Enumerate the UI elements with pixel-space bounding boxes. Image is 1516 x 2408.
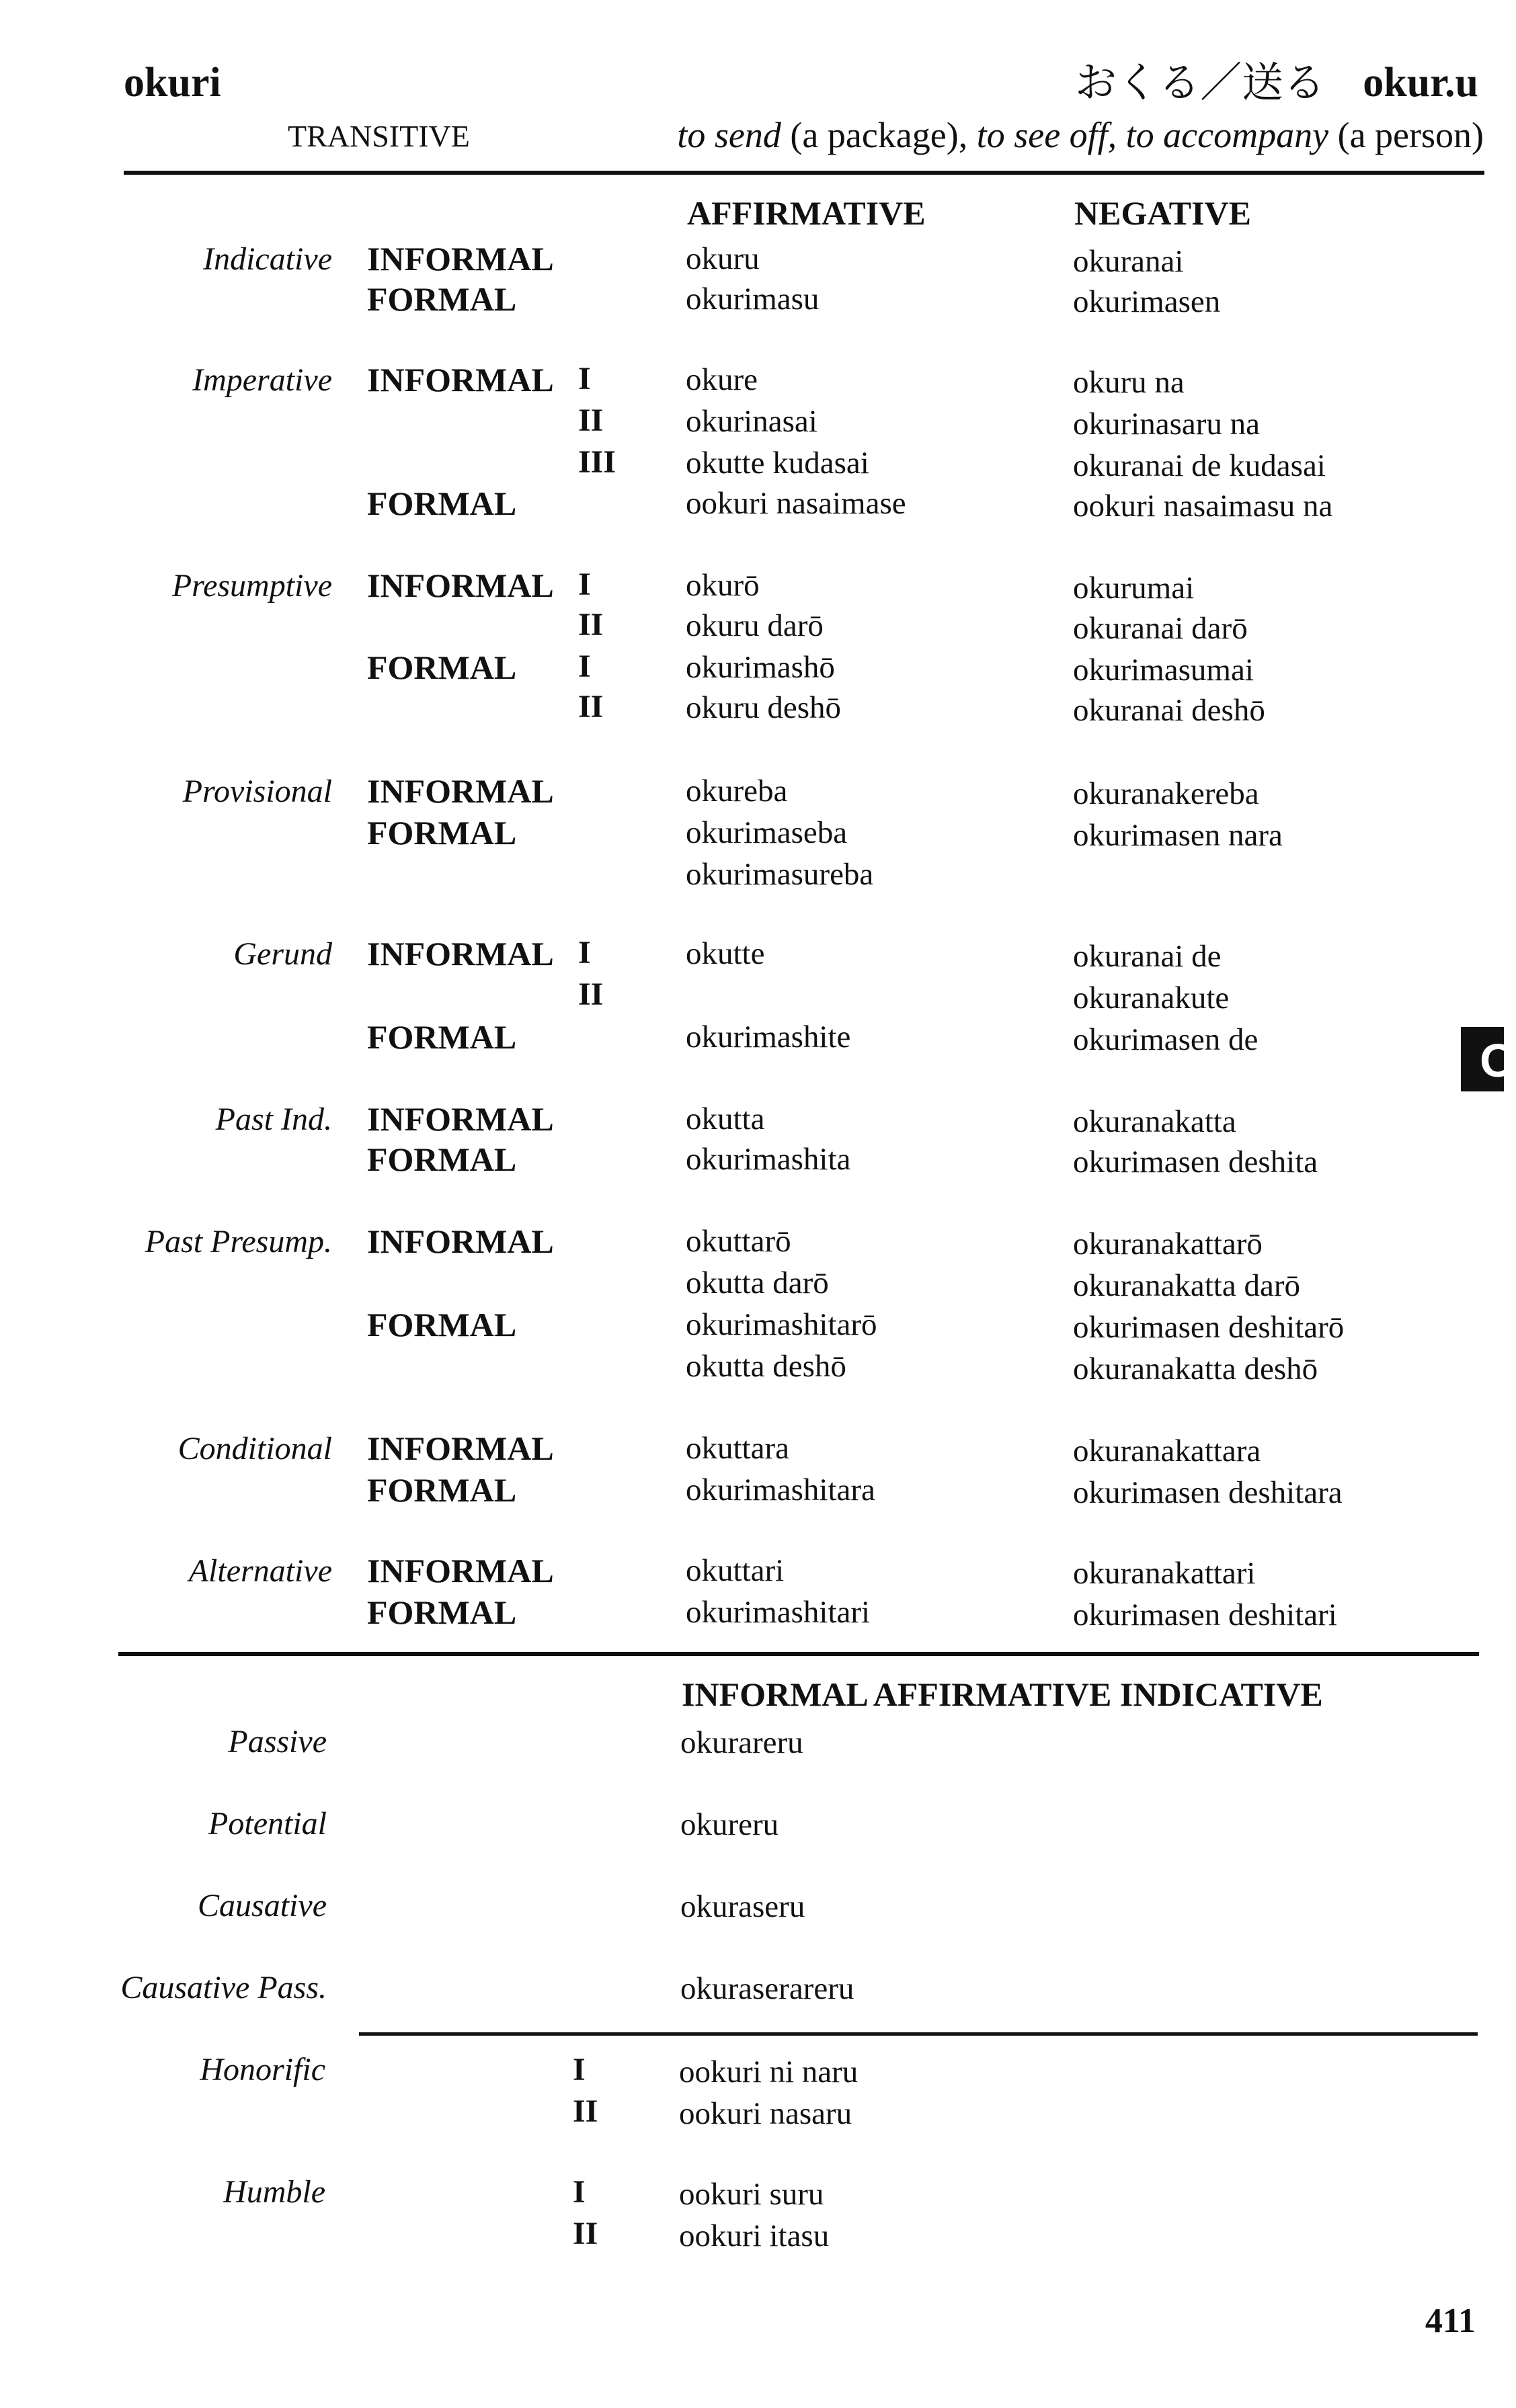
level-label: FORMAL xyxy=(367,1018,517,1056)
negative-form: ookuri nasaimasu na xyxy=(1073,489,1333,524)
level-label: FORMAL xyxy=(367,649,517,686)
negative-form: okurimasumai xyxy=(1073,653,1254,688)
affirmative-form: okurimasu xyxy=(686,282,820,317)
affirmative-form: okutta darō xyxy=(686,1265,829,1300)
gloss-part: to see off, to accompany xyxy=(976,115,1329,155)
keigo-rule xyxy=(359,2032,1478,2036)
negative-form: okuranai xyxy=(1073,244,1184,279)
level-label: INFORMAL xyxy=(367,935,554,972)
derived-category: Causative xyxy=(198,1888,327,1923)
derived-form: okurareru xyxy=(680,1725,803,1760)
level-label: FORMAL xyxy=(367,814,517,852)
negative-form: okurimasen nara xyxy=(1073,818,1283,853)
negative-form: okurimasen de xyxy=(1073,1022,1259,1057)
negative-form: okuranai de kudasai xyxy=(1073,448,1326,483)
thumb-index-tab xyxy=(1461,1027,1516,1091)
negative-form: okuranakereba xyxy=(1073,776,1259,811)
keigo-number: II xyxy=(573,2093,598,2129)
gloss-part: (a person) xyxy=(1328,115,1484,155)
derived-category: Causative Pass. xyxy=(120,1970,327,2005)
negative-form: okurimasen xyxy=(1073,284,1221,319)
category-label: Imperative xyxy=(192,362,332,398)
negative-form: okuranakatta xyxy=(1073,1104,1236,1139)
category-label: Provisional xyxy=(182,774,332,809)
affirmative-form: ookuri nasaimase xyxy=(686,486,906,521)
affirmative-form: okuru xyxy=(686,241,760,276)
variant-number: I xyxy=(578,567,591,602)
dictionary-form: okur.u xyxy=(1363,60,1478,106)
variant-number: I xyxy=(578,649,591,684)
verb-kana: おくる／送る xyxy=(1074,58,1325,107)
page-number: 411 xyxy=(1425,2302,1476,2340)
negative-form: okuranai darō xyxy=(1073,611,1248,646)
level-label: FORMAL xyxy=(367,1140,517,1178)
negative-form: okuranai de xyxy=(1073,939,1222,974)
level-label: INFORMAL xyxy=(367,1552,554,1589)
affirmative-form: okuru deshō xyxy=(686,690,842,725)
negative-form: okuru na xyxy=(1073,365,1185,400)
affirmative-form: okure xyxy=(686,362,758,397)
category-label: Alternative xyxy=(188,1553,332,1589)
negative-form: okuranakatta deshō xyxy=(1073,1352,1318,1386)
verb-stem: okuri xyxy=(124,60,221,106)
level-label: FORMAL xyxy=(367,1593,517,1631)
level-label: INFORMAL xyxy=(367,361,554,399)
variant-number: II xyxy=(578,977,604,1012)
category-label: Indicative xyxy=(203,241,332,277)
negative-form: okurimasen deshitarō xyxy=(1073,1310,1345,1345)
keigo-form: ookuri nasaru xyxy=(679,2096,852,2131)
affirmative-heading: AFFIRMATIVE xyxy=(687,194,926,232)
negative-form: okurimasen deshitara xyxy=(1073,1475,1343,1510)
affirmative-form: okurimashitarō xyxy=(686,1307,877,1342)
negative-heading: NEGATIVE xyxy=(1074,194,1252,232)
category-label: Past Presump. xyxy=(145,1224,332,1259)
negative-form: okuranakattarō xyxy=(1073,1227,1263,1261)
keigo-form: ookuri ni naru xyxy=(679,2054,859,2089)
level-label: INFORMAL xyxy=(367,1429,554,1467)
level-label: FORMAL xyxy=(367,1471,517,1509)
level-label: INFORMAL xyxy=(367,772,554,810)
negative-form: okuranakattara xyxy=(1073,1434,1261,1468)
affirmative-form: okurinasai xyxy=(686,404,817,439)
derived-category: Potential xyxy=(208,1806,327,1841)
level-label: FORMAL xyxy=(367,280,517,318)
negative-form: okurimasen deshita xyxy=(1073,1145,1318,1179)
category-label: Presumptive xyxy=(171,568,332,604)
derived-form: okureru xyxy=(680,1807,779,1842)
category-label: Gerund xyxy=(233,936,332,972)
level-label: FORMAL xyxy=(367,1306,517,1343)
negative-form: okuranakattari xyxy=(1073,1556,1256,1591)
affirmative-form: okutte xyxy=(686,936,765,971)
header-rule xyxy=(124,171,1484,175)
derived-form: okuraserareru xyxy=(680,1971,854,2006)
category-label: Past Ind. xyxy=(215,1102,332,1137)
affirmative-form: okuttari xyxy=(686,1553,785,1588)
variant-number: II xyxy=(578,607,604,642)
verb-gloss xyxy=(677,117,1484,153)
affirmative-form: okuttarō xyxy=(686,1224,791,1259)
negative-form: okuranakute xyxy=(1073,981,1230,1015)
thumb-index-letter: O xyxy=(1480,1034,1516,1087)
affirmative-form: okureba xyxy=(686,774,788,808)
affirmative-form: okurimasureba xyxy=(686,857,874,892)
level-label: FORMAL xyxy=(367,485,517,522)
affirmative-form: okurō xyxy=(686,568,760,603)
affirmative-form: okurimashō xyxy=(686,650,835,685)
keigo-form: ookuri suru xyxy=(679,2177,824,2212)
affirmative-form: okutte kudasai xyxy=(686,446,869,481)
section-rule xyxy=(118,1652,1479,1656)
level-label: INFORMAL xyxy=(367,1100,554,1138)
affirmative-form: okurimashitari xyxy=(686,1595,871,1630)
negative-form: okurumai xyxy=(1073,571,1195,606)
affirmative-form: okutta xyxy=(686,1102,765,1136)
keigo-category: Humble xyxy=(223,2174,325,2210)
affirmative-form: okuttara xyxy=(686,1431,789,1466)
gloss-part: (a package), xyxy=(781,115,977,155)
level-label: INFORMAL xyxy=(367,567,554,604)
keigo-number: II xyxy=(573,2216,598,2251)
affirmative-form: okutta deshō xyxy=(686,1349,846,1384)
negative-form: okuranai deshō xyxy=(1073,693,1265,728)
gloss-part: to send xyxy=(677,115,781,155)
negative-form: okuranakatta darō xyxy=(1073,1268,1300,1303)
variant-number: I xyxy=(578,361,591,397)
variant-number: II xyxy=(578,689,604,724)
keigo-number: I xyxy=(573,2174,586,2210)
affirmative-form: okurimaseba xyxy=(686,815,848,850)
affirmative-form: okurimashita xyxy=(686,1142,851,1177)
derived-category: Passive xyxy=(228,1724,327,1759)
negative-form: okurinasaru na xyxy=(1073,407,1260,442)
keigo-category: Honorific xyxy=(200,2052,325,2087)
affirmative-form: okuru darō xyxy=(686,608,824,643)
transitivity-label: TRANSITIVE xyxy=(288,119,470,153)
informal-affirmative-heading: INFORMAL AFFIRMATIVE INDICATIVE xyxy=(682,1675,1323,1713)
variant-number: I xyxy=(578,935,591,970)
derived-form: okuraseru xyxy=(680,1889,805,1924)
keigo-number: I xyxy=(573,2052,586,2087)
level-label: INFORMAL xyxy=(367,240,554,278)
variant-number: II xyxy=(578,403,604,438)
keigo-form: ookuri itasu xyxy=(679,2218,830,2253)
variant-number: III xyxy=(578,444,616,480)
affirmative-form: okurimashitara xyxy=(686,1472,875,1507)
category-label: Conditional xyxy=(177,1431,332,1466)
level-label: INFORMAL xyxy=(367,1222,554,1260)
negative-form: okurimasen deshitari xyxy=(1073,1597,1337,1632)
affirmative-form: okurimashite xyxy=(686,1020,851,1054)
